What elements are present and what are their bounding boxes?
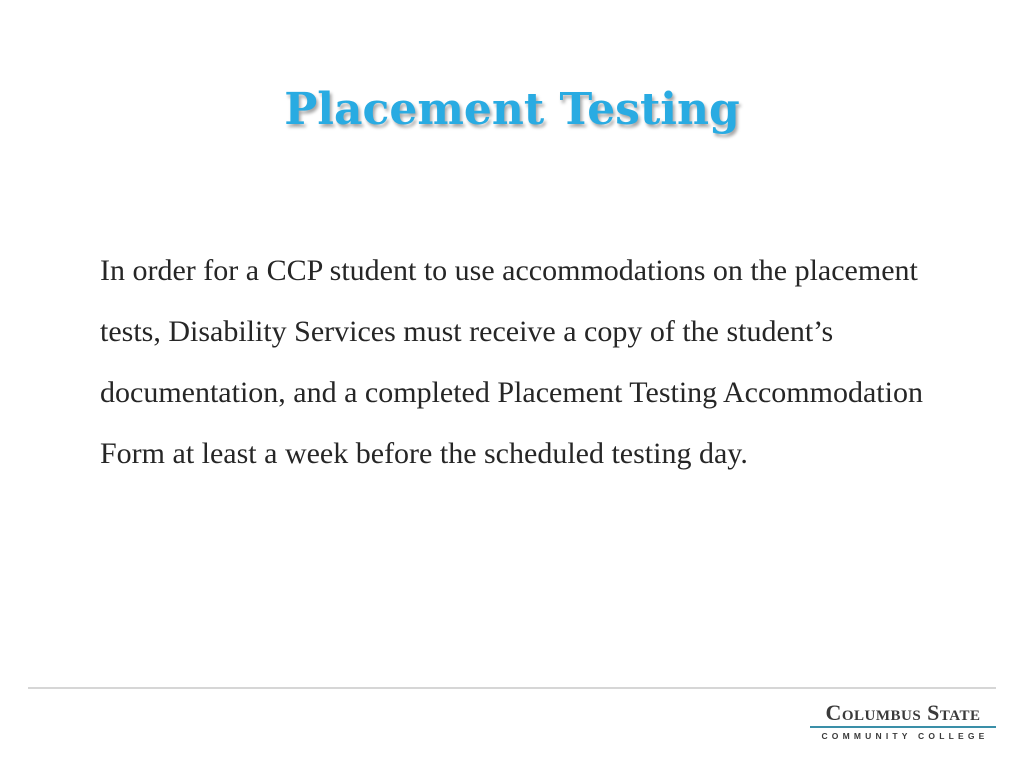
- college-logo: [808, 700, 998, 750]
- footer-divider: [28, 687, 996, 689]
- logo-subtitle: COMMUNITY COLLEGE: [821, 731, 989, 741]
- logo-name: Columbus State: [825, 700, 981, 725]
- slide-title: Placement Testing: [284, 84, 740, 135]
- slide-body-text: In order for a CCP student to use accommodations on the placement tests, Disability Services must receive a copy of the student’s documentation, and a completed Placement Testing Accommodation Form at least a week before the scheduled testing day.: [100, 254, 923, 470]
